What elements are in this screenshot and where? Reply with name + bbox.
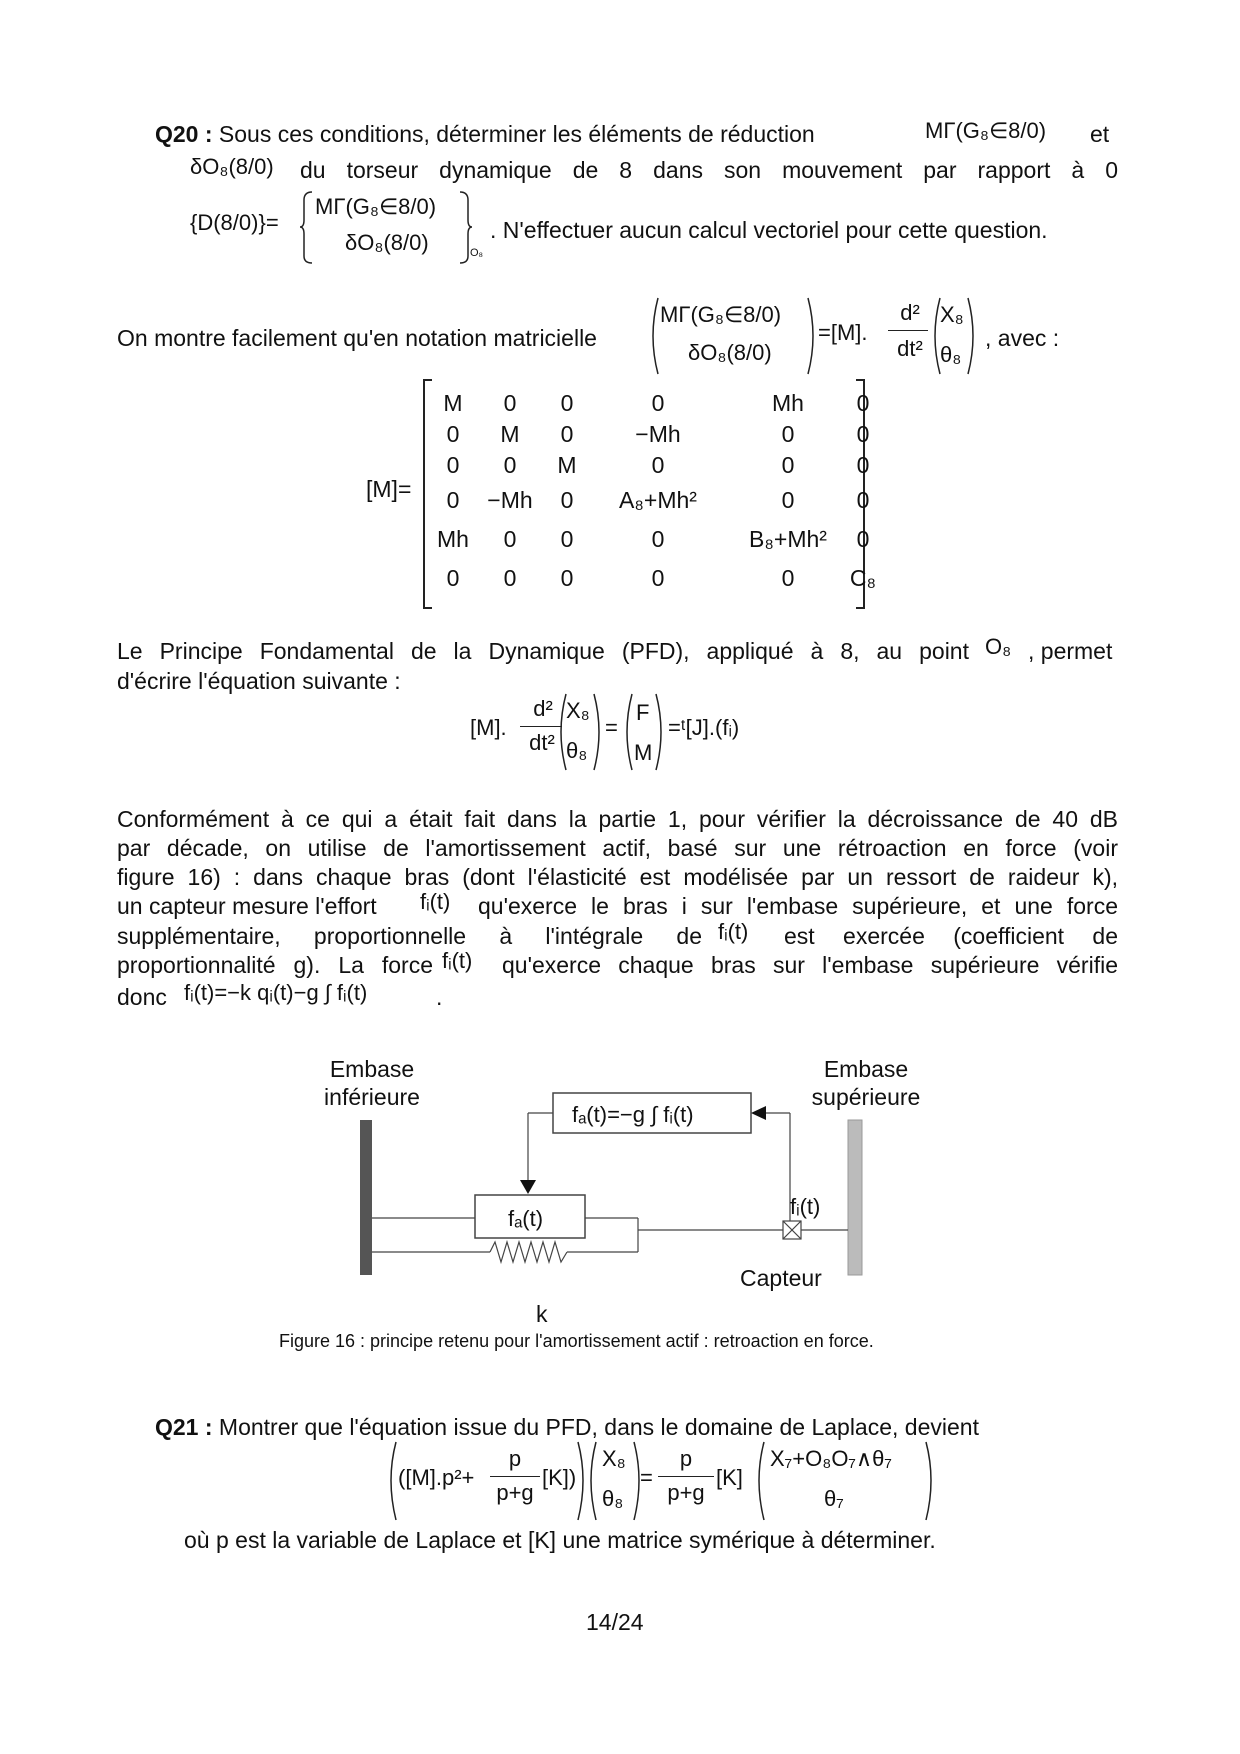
matrix-intro-vec-top: X₈	[940, 302, 964, 327]
matrix-intro-frac-den: dt²	[897, 336, 923, 361]
matrix-cell: 0	[856, 421, 870, 447]
para-line-7a: donc	[117, 984, 167, 1010]
figure-caption: Figure 16 : principe retenu pour l'amortissement actif : retroaction en force.	[279, 1331, 874, 1351]
matrix-intro-text: On montre facilement qu'en notation matricielle	[117, 325, 597, 351]
q20-torseur-top: MΓ(G₈∈8/0)	[315, 194, 437, 219]
para-line-4a: un capteur mesure l'effort	[117, 893, 377, 919]
para-line-2: par décade, on utilise de l'amortissement actif, basé sur une rétroaction en force (voir	[117, 835, 1118, 861]
pfd-line-1: Le Principe Fondamental de la Dynamique (PFD), appliqué à 8, au point	[117, 638, 969, 664]
matrix-cell: 0	[781, 421, 795, 447]
q21-eq-c: =	[640, 1465, 653, 1490]
matrix-cell: 0	[560, 390, 574, 416]
pfd-eq-lhs: [M].	[470, 715, 507, 740]
pfd-force-top: F	[636, 700, 650, 725]
q21-eq-b: [K])	[542, 1465, 577, 1490]
matrix-cell: 0	[856, 452, 870, 478]
para-line-5-math: fᵢ(t)	[718, 919, 749, 944]
matrix-cell: 0	[560, 486, 574, 513]
q21-line	[155, 1413, 979, 1441]
feedback-equation: fₐ(t)=−g ∫ fᵢ(t)	[572, 1102, 694, 1127]
matrix-intro-bottom: δO₈(8/0)	[688, 340, 772, 365]
pfd-frac-den: dt²	[529, 730, 555, 755]
pfd-point: O₈	[985, 634, 1012, 659]
matrix-cell: 0	[651, 390, 665, 416]
matrix-intro-frac-bar	[888, 330, 928, 331]
matrix-cell: 0	[446, 452, 460, 478]
spring	[490, 1242, 567, 1262]
matrix-cell: −Mh	[635, 421, 681, 447]
para-line-1: Conformément à ce qui a était fait dans la partie 1, pour vérifier la décroissance de 40 dB	[117, 806, 1118, 832]
q21-frac1-den: p+g	[496, 1480, 534, 1505]
matrix-row	[432, 481, 878, 519]
matrix-cell: 0	[446, 421, 460, 447]
pfd-eq-1: =	[605, 715, 618, 740]
para-line-6b: qu'exerce chaque bras sur l'embase supérieure vérifie	[502, 952, 1118, 978]
figure-left-label-2: inférieure	[324, 1084, 420, 1110]
matrix-cell: A₈+Mh²	[619, 486, 697, 513]
q21-rhs-top: X₇+O₈O₇∧θ₇	[770, 1446, 892, 1471]
pfd-line-1-end: , permet	[1028, 638, 1113, 664]
left-wall	[360, 1120, 372, 1275]
actuator-arrow	[520, 1180, 536, 1194]
spring-label: k	[536, 1301, 548, 1327]
matrix-cell: 0	[781, 452, 795, 478]
matrix-intro-frac-num: d²	[900, 300, 920, 325]
pfd-line-2: d'écrire l'équation suivante :	[117, 668, 401, 694]
para-line-3: figure 16) : dans chaque bras (dont l'élasticité est modélisée par un ressort de raideur k),	[117, 864, 1118, 890]
q21-label: Q21 :	[155, 1414, 213, 1440]
q21-eq-d: [K]	[716, 1465, 743, 1490]
matrix-row	[432, 519, 878, 559]
pfd-frac-num: d²	[533, 696, 553, 721]
q20-torseur-lhs: {D(8/0)}=	[190, 210, 279, 235]
matrix-cell: 0	[503, 452, 517, 478]
q20-text-1: Sous ces conditions, déterminer les éléments de réduction	[218, 121, 815, 147]
sensor-label: Capteur	[740, 1265, 822, 1291]
matrix-cell: 0	[781, 564, 795, 591]
q21-rhs-bottom: θ₇	[824, 1486, 844, 1511]
matrix-cell: 0	[651, 525, 665, 552]
q21-vec-bottom: θ₈	[602, 1486, 624, 1511]
matrix-row	[432, 450, 878, 481]
matrix-cell: 0	[503, 525, 517, 552]
q20-math-delta: δO₈(8/0)	[190, 154, 274, 179]
right-wall	[848, 1120, 862, 1275]
para-line-7b: .	[436, 984, 443, 1010]
q21-after: où p est la variable de Laplace et [K] une matrice symérique à déterminer.	[184, 1527, 936, 1553]
matrix-row	[432, 419, 878, 450]
feedback-arrow-in	[751, 1106, 766, 1120]
matrix-cell: 0	[651, 452, 665, 478]
q21-frac2-num: p	[679, 1446, 693, 1471]
q20-torseur-bottom: δO₈(8/0)	[345, 230, 429, 255]
matrix-lhs: [M]=	[366, 476, 412, 502]
matrix-cell: M	[443, 390, 463, 416]
q20-label: Q20 :	[155, 121, 213, 147]
q21-frac1-bar	[490, 1476, 540, 1477]
page-number: 14/24	[586, 1609, 644, 1635]
figure-right-label-2: supérieure	[811, 1084, 921, 1110]
matrix-cell: 0	[503, 390, 517, 416]
q20-math-dyn-moment: MΓ(G₈∈8/0)	[925, 118, 1047, 143]
matrix-row	[432, 559, 878, 597]
matrix-cell: Mh	[437, 525, 469, 552]
matrix-cell: 0	[446, 486, 460, 513]
matrix-cell: 0	[446, 564, 460, 591]
matrix-cell: 0	[560, 564, 574, 591]
para-line-5b: est exercée (coefficient de	[784, 923, 1118, 949]
matrix-cell: 0	[856, 390, 870, 416]
q21-text: Montrer que l'équation issue du PFD, dans le domaine de Laplace, devient	[218, 1414, 979, 1440]
matrix-cell: 0	[856, 486, 870, 513]
matrix-cell: 0	[651, 564, 665, 591]
matrix-intro-end: , avec :	[985, 325, 1060, 351]
q20-text-3: . N'effectuer aucun calcul vectoriel pour cette question.	[490, 217, 1048, 243]
para-line-6-math: fᵢ(t)	[442, 948, 473, 973]
pfd-force-bottom: M	[634, 740, 653, 765]
pfd-vec-bottom: θ₈	[566, 738, 588, 763]
figure-right-label-1: Embase	[823, 1056, 909, 1082]
matrix-cell: B₈+Mh²	[749, 525, 827, 552]
q21-frac2-bar	[658, 1476, 714, 1477]
matrix-cell: 0	[503, 564, 517, 591]
q20-text-2: du torseur dynamique de 8 dans son mouvement par rapport à 0	[300, 157, 1118, 183]
matrix-cell: 0	[856, 525, 870, 552]
para-line-5a: supplémentaire, proportionnelle à l'intégrale de	[117, 923, 702, 949]
matrix-cell: C₈	[849, 564, 877, 591]
q21-frac2-den: p+g	[667, 1480, 705, 1505]
matrix-cell: 0	[781, 486, 795, 513]
matrix-intro-vec-bottom: θ₈	[940, 342, 962, 367]
para-line-6a: proportionnalité g). La force	[117, 952, 433, 978]
pfd-eq-rhs: =ᵗ[J].(fᵢ)	[668, 715, 740, 740]
actuator-label: fₐ(t)	[508, 1206, 544, 1231]
para-line-4-math: fᵢ(t)	[420, 889, 451, 914]
figure-left-label-1: Embase	[329, 1056, 415, 1082]
para-line-4b: qu'exerce le bras i sur l'embase supérieure, et une force	[478, 893, 1118, 919]
q21-frac1-num: p	[508, 1446, 522, 1471]
matrix-cell: 0	[560, 421, 574, 447]
matrix-cell: Mh	[772, 390, 804, 416]
matrix-cell: 0	[560, 525, 574, 552]
matrix-intro-top: MΓ(G₈∈8/0)	[660, 302, 782, 327]
mass-matrix	[432, 388, 878, 597]
q21-eq-a: ([M].p²+	[398, 1465, 475, 1490]
force-label: fᵢ(t)	[790, 1194, 821, 1219]
pfd-vec-top: X₈	[566, 698, 590, 723]
matrix-intro-mid: =[M].	[818, 320, 868, 345]
q21-vec-top: X₈	[602, 1446, 626, 1471]
matrix-cell: −Mh	[487, 486, 533, 513]
q20-text-et: et	[1090, 121, 1110, 147]
matrix-row	[432, 388, 878, 419]
q20-torseur-point: O₈	[470, 247, 484, 259]
matrix-cell: M	[557, 452, 577, 478]
para-line-7-math: fᵢ(t)=−k qᵢ(t)−g ∫ fᵢ(t)	[184, 980, 368, 1005]
matrix-cell: M	[500, 421, 520, 447]
